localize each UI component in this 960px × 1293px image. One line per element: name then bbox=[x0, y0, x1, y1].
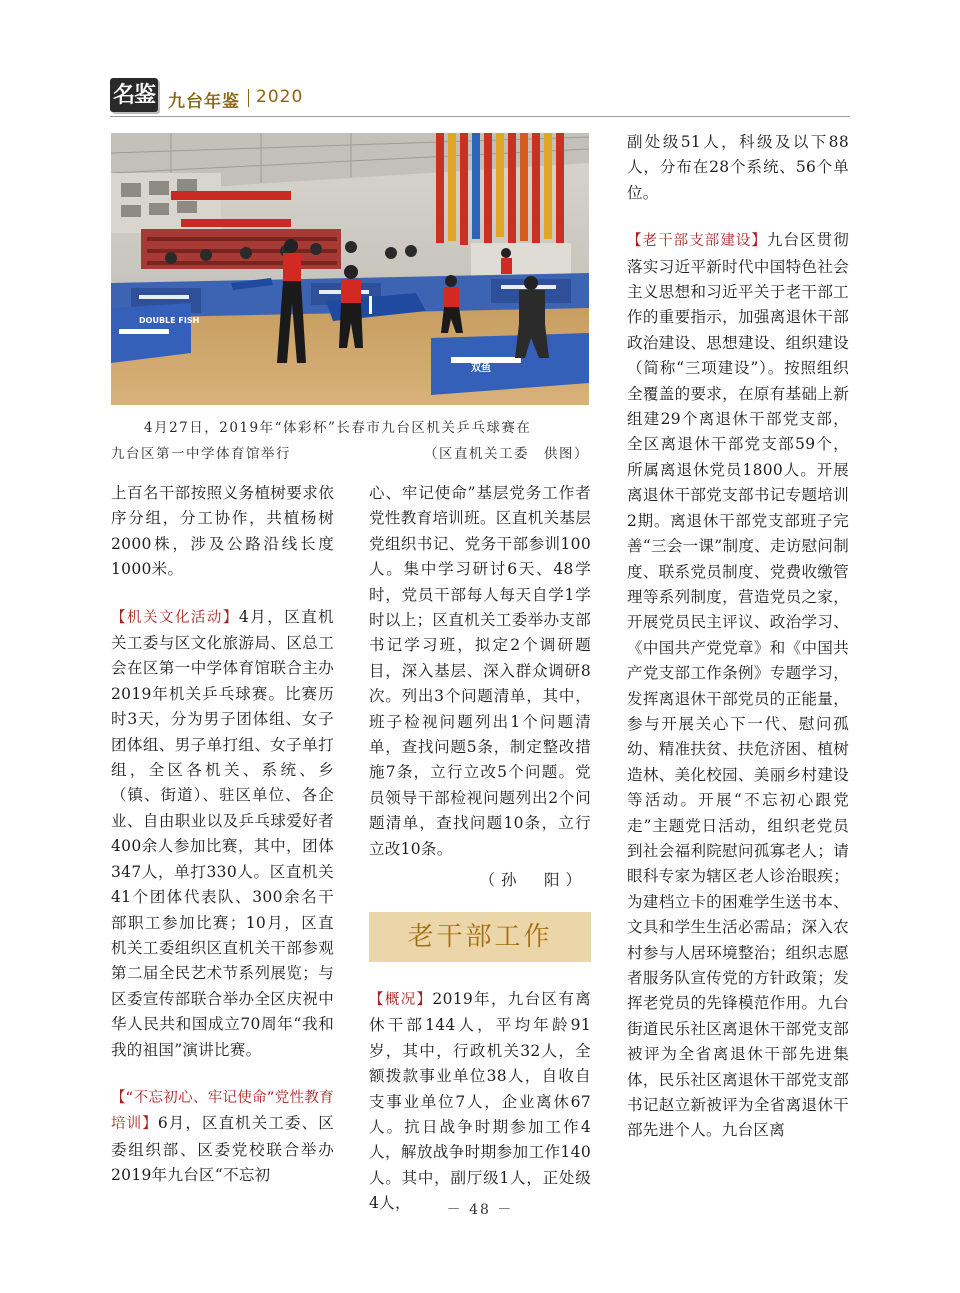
banner-text-1: DOUBLE FISH bbox=[139, 316, 200, 325]
middle-paragraph-2 bbox=[369, 987, 591, 1217]
page-number: － 48 － bbox=[446, 1202, 514, 1218]
right-paragraph-2 bbox=[627, 228, 849, 1144]
left-paragraph-3-text: 6月，区直机关工委、区委组织部、区委党校联合举办2019年九台区“不忘初 bbox=[111, 1114, 334, 1185]
section-label-overview: 【概况】 bbox=[369, 992, 433, 1008]
caption-location: 九台区第一中学体育馆举行 bbox=[111, 446, 291, 462]
left-paragraph-2 bbox=[111, 605, 334, 1063]
middle-paragraph-1: 心、牢记使命”基层党务工作者党性教育培训班。区直机关基层党组织书记、党务干部参训100人。集中学习研讨6天、48学时，党员干部每人每天自学1学时以上；区直机关工委举办支部书记学习班，拟定2个调研题目，深入基层、深入群众调研8次。列出3个问题清单，其中，班子检视问题列出1个问题清单，查找问题5条，制定整改措施7条，立行立改5个问题。党员领导干部检视问题列出2个问题清单，查找问题10条，立行立改10条。 bbox=[369, 484, 591, 858]
table-tennis-photo bbox=[111, 133, 589, 405]
section-title-banner: 老干部工作 bbox=[369, 912, 591, 962]
book-year: 2020 bbox=[256, 87, 304, 107]
book-title: 九台年鉴 bbox=[168, 92, 240, 112]
section-label-branch: 【老干部支部建设】 bbox=[627, 233, 767, 250]
left-paragraph-3 bbox=[111, 1085, 334, 1189]
section-label-training: 【“不忘初心、牢记使命”党性教育培训】 bbox=[111, 1089, 334, 1133]
caption-line-2 bbox=[111, 441, 589, 467]
right-paragraph-1: 副处级51人，科级及以下88人，分布在28个系统、56个单位。 bbox=[627, 133, 849, 202]
middle-column-lower bbox=[369, 987, 591, 1217]
caption-line-1: 4月27日，2019年“体彩杯”长春市九台区机关乒乓球赛在 bbox=[144, 420, 532, 436]
banner-text-2: 双鱼 bbox=[471, 363, 491, 374]
middle-paragraph-2-text: 2019年，九台区有离休干部144人，平均年龄91岁，其中，行政机关32人，全额拨款事业单位38人，自收自支事业单位7人，企业离休67人。抗日战争时期参加工作4人，解放战争时期参加工作140人。其中，副厅级1人，正处级4人， bbox=[369, 990, 592, 1213]
photo-illustration bbox=[111, 133, 589, 405]
photo-caption bbox=[111, 415, 589, 467]
caption-credit: （区直机关工委 供图） bbox=[424, 446, 589, 462]
middle-column bbox=[369, 481, 591, 894]
left-column bbox=[111, 481, 334, 1189]
page-header bbox=[110, 78, 850, 118]
yearbook-logo: 名鉴 bbox=[110, 78, 158, 112]
right-paragraph-2-text: 九台区贯彻落实习近平新时代中国特色社会主义思想和习近平关于老干部工作的重要指示，加强离退休干部政治建设、思想建设、组织建设（简称“三项建设”）。按照组织全覆盖的要求，在原有基础上新组建29个离退休干部党支部，全区离退休干部党支部59个，所属离退休党员1800人。开展离退休干部党支部书记专题培训2期。离退休干部党支部班子完善“三会一课”制度、走访慰问制度、联系党员制度、党费收缴管理等系列制度，营造党员之家，开展党员民主评议、政治学习、《中国共产党党章》和《中国共产党支部工作条例》专题学习，发挥离退休干部党员的正能量，参与开展关心下一代、慰问孤幼、精准扶贫、扶危济困、植树造林、美化校园、美丽乡村建设等活动。开展“不忘初心跟党走”主题党日活动，组织老党员到社会福利院慰问孤寡老人；请眼科专家为辖区老人诊治眼疾；为建档立卡的困难学生送书本、文具和学生生活必需品；深入农村参与人居环境整治；组织志愿者服务队宣传党的方针政策；发挥老党员的先锋模范作用。九台街道民乐社区离退休干部党支部被评为全省离退休干部先进集体，民乐社区离退休干部党支部书记赵立新被评为全省离退休干部先进个人。九台区离 bbox=[627, 231, 849, 1140]
section-label-culture: 【机关文化活动】 bbox=[111, 609, 239, 626]
left-paragraph-2-text: 4月，区直机关工委与区文化旅游局、区总工会在区第一中学体育馆联合主办2019年机关乒乓球赛。比赛历时3天，分为男子团体组、女子团体组、男子单打组、女子单打组，全区各机关、系统、乡（镇、街道）、驻区单位、各企业、自由职业以及乒乓球爱好者400余人参加比赛，其中，团体347人，单打330人。区直机关41个团体代表队、300余名干部职工参加比赛；10月，区直机关工委组织区直机关干部参观第二届全民艺术节系列展览；与区委宣传部联合举办全区庆祝中华人民共和国成立70周年“我和我的祖国”演讲比赛。 bbox=[111, 607, 334, 1059]
header-divider bbox=[248, 89, 249, 107]
left-paragraph-1: 上百名干部按照义务植树要求依序分组，分工协作，共植杨树2000株，涉及公路沿线长度1000米。 bbox=[111, 484, 334, 579]
header-rule bbox=[110, 116, 850, 117]
author-signature: （孙 阳） bbox=[479, 871, 587, 890]
right-column bbox=[627, 130, 849, 1144]
